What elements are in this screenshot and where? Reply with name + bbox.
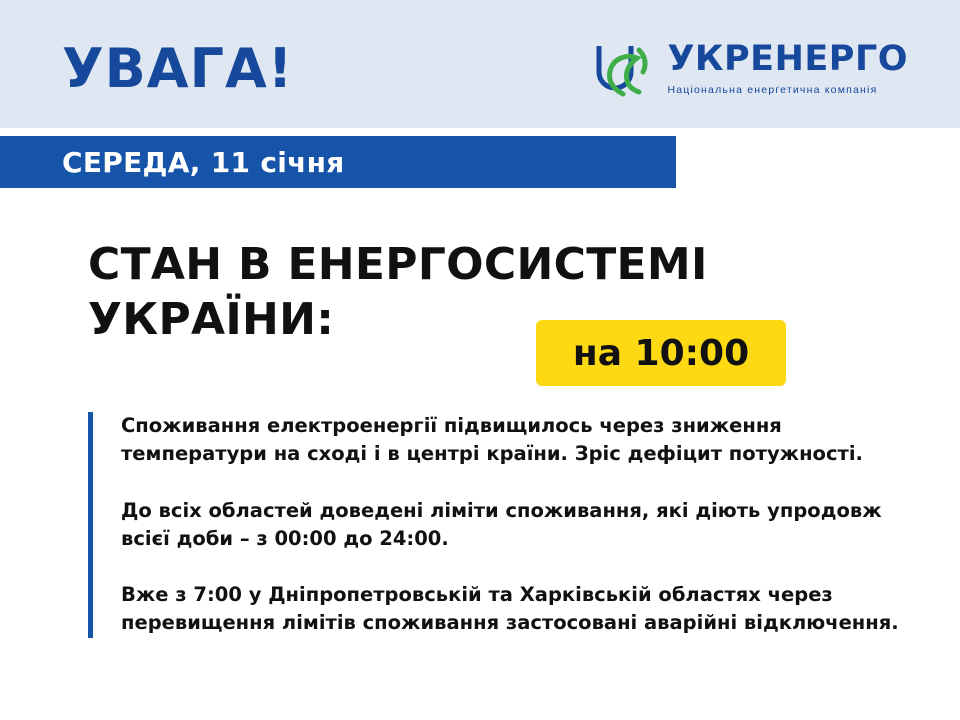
ukrenergo-logo <box>593 39 908 98</box>
ukrenergo-logo-icon <box>593 42 655 98</box>
header-band <box>0 0 960 128</box>
time-badge-label: на 10:00 <box>572 332 750 374</box>
attention-title: УВАГА! <box>62 37 294 100</box>
paragraph: Споживання електроенергії підвищилось через зниження температури на сході і в центрі країни. Зріс дефіцит потужності. <box>121 414 863 466</box>
logo-subtitle: Національна енергетична компанія <box>667 84 878 96</box>
page-title: СТАН В ЕНЕРГОСИСТЕМІ УКРАЇНИ: <box>88 239 708 345</box>
time-badge <box>536 320 786 386</box>
date-bar <box>0 136 676 188</box>
logo-name: УКРЕНЕРГО <box>667 39 908 79</box>
body-text-block <box>88 412 928 638</box>
logo-text-group <box>667 39 908 96</box>
date-bar-label: СЕРЕДА, 11 січня <box>62 145 345 179</box>
paragraph: Вже з 7:00 у Дніпропетровській та Харківській областях через перевищення лімітів споживання застосовані аварійні відключення. <box>121 583 899 635</box>
paragraph: До всіх областей доведені ліміти споживання, які діють упродовж всієї доби – з 00:00 до 24:00. <box>121 498 882 550</box>
